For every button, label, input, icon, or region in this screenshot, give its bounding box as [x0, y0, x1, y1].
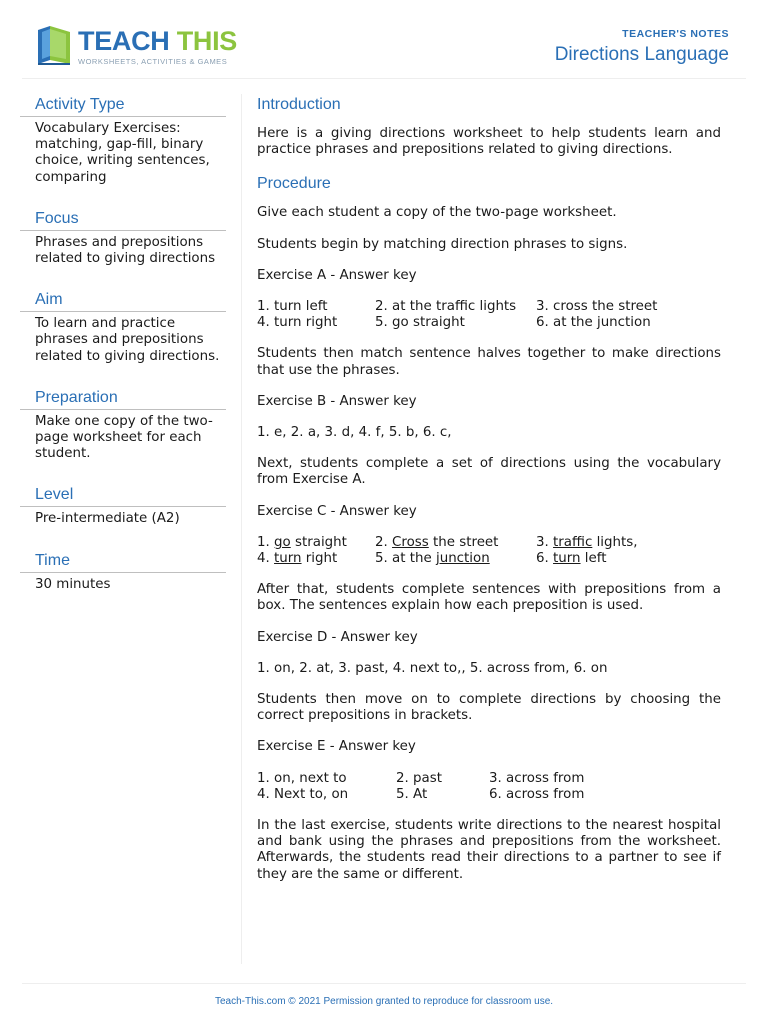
sidebar-heading: Aim — [20, 289, 226, 312]
answer-suffix: right — [301, 551, 338, 567]
answer-underlined: go — [274, 534, 291, 550]
answer-item — [536, 535, 638, 551]
answer-underlined: turn — [553, 551, 581, 567]
answer-item: 1. turn left — [257, 299, 328, 315]
sidebar-heading: Preparation — [20, 387, 226, 410]
answer-prefix: 5. at the — [375, 551, 436, 567]
answer-underlined: traffic — [553, 534, 593, 550]
answer-item: 3. cross the street — [536, 299, 658, 315]
sidebar-body: 30 minutes — [35, 576, 111, 592]
answer-item — [257, 535, 375, 551]
exercise-e-label: Exercise E - Answer key — [257, 739, 416, 755]
sidebar-body: Phrases and prepositions related to giving directions — [35, 234, 216, 267]
sidebar-heading: Activity Type — [20, 94, 226, 117]
answer-item — [375, 535, 536, 551]
answer-underlined: junction — [435, 551, 490, 567]
procedure-paragraph: In the last exercise, students write directions to the nearest hospital and bank using the phrases and prepositions from the worksheet. Afterwards, the students read their directions to a partner to see if they are the same or different. — [257, 818, 721, 882]
answer-prefix: 4. — [257, 551, 275, 567]
answer-item: 6. at the junction — [536, 315, 651, 331]
book-icon — [36, 24, 74, 66]
teachers-notes-label: TEACHER'S NOTES — [622, 28, 729, 40]
exercise-a-label: Exercise A - Answer key — [257, 267, 417, 283]
column-divider — [241, 94, 242, 964]
answer-suffix: left — [580, 551, 607, 567]
exercise-d-label: Exercise D - Answer key — [257, 629, 418, 645]
procedure-paragraph: Students then move on to complete directions by choosing the correct prepositions in brackets. — [257, 692, 721, 724]
logo-wordmark — [78, 26, 237, 56]
exercise-c-answers — [257, 535, 721, 567]
answer-underlined: Cross — [392, 534, 429, 550]
sidebar — [20, 94, 226, 615]
procedure-paragraph: After that, students complete sentences with prepositions from a box. The sentences explain how each preposition is used. — [257, 582, 721, 614]
answer-prefix: 1. — [257, 534, 275, 550]
answer-row — [257, 299, 721, 315]
page-header — [0, 0, 768, 78]
introduction-text: Here is a giving directions worksheet to help students learn and practice phrases and prepositions related to giving directions. — [257, 126, 721, 158]
sidebar-body: Make one copy of the two-page worksheet for each student. — [35, 413, 213, 462]
answer-row — [257, 771, 721, 787]
answer-item — [375, 551, 536, 567]
sidebar-aim — [20, 289, 226, 365]
answer-item — [536, 551, 607, 567]
main-content — [257, 94, 721, 898]
exercise-a-answers — [257, 299, 721, 331]
answer-item: 5. go straight — [375, 315, 465, 331]
sidebar-body: Pre-intermediate (A2) — [35, 511, 180, 527]
logo-teach: TEACH — [78, 26, 170, 56]
answer-suffix: lights, — [592, 534, 638, 550]
answer-row — [257, 315, 721, 331]
answer-item: 6. across from — [489, 786, 585, 802]
sidebar-heading: Time — [20, 550, 226, 573]
sidebar-time — [20, 550, 226, 593]
sidebar-level — [20, 484, 226, 527]
page-title: Directions Language — [554, 44, 729, 65]
logo-this: THIS — [176, 26, 238, 56]
footer-copyright[interactable]: Teach-This.com © 2021 Permission granted to reproduce for classroom use. — [214, 996, 554, 1007]
procedure-paragraph: Next, students complete a set of directions using the vocabulary from Exercise A. — [257, 456, 721, 488]
answer-item: 5. At — [396, 786, 428, 802]
sidebar-focus — [20, 208, 226, 267]
procedure-heading: Procedure — [257, 175, 331, 193]
answer-prefix: 3. — [536, 534, 554, 550]
introduction-heading: Introduction — [257, 96, 341, 113]
header-divider — [22, 78, 746, 79]
sidebar-heading: Level — [20, 484, 226, 507]
sidebar-body: To learn and practice phrases and prepositions related to giving directions. — [35, 316, 220, 364]
sidebar-heading: Focus — [20, 208, 226, 231]
exercise-e-answers — [257, 771, 721, 803]
sidebar-body: Vocabulary Exercises: matching, gap-fill, binary choice, writing sentences, comparing — [35, 121, 210, 185]
answer-prefix: 2. — [375, 534, 393, 550]
answer-item: 4. turn right — [257, 315, 338, 331]
sidebar-activity-type — [20, 94, 226, 186]
footer-divider — [22, 983, 746, 984]
answer-suffix: the street — [428, 534, 499, 550]
exercise-b-label: Exercise B - Answer key — [257, 393, 417, 409]
answer-item — [257, 551, 375, 567]
answer-item: 2. at the traffic lights — [375, 299, 517, 315]
exercise-b-answers: 1. e, 2. a, 3. d, 4. f, 5. b, 6. c, — [257, 425, 452, 441]
answer-item: 4. Next to, on — [257, 786, 349, 802]
answer-prefix: 6. — [536, 551, 554, 567]
answer-row — [257, 787, 721, 803]
answer-item: 2. past — [396, 770, 442, 786]
answer-item: 3. across from — [489, 770, 585, 786]
answer-suffix: straight — [290, 534, 347, 550]
answer-row — [257, 551, 721, 567]
answer-item: 1. on, next to — [257, 770, 347, 786]
teach-this-logo[interactable] — [36, 22, 236, 70]
sidebar-preparation — [20, 387, 226, 463]
exercise-d-answers: 1. on, 2. at, 3. past, 4. next to,, 5. across from, 6. on — [257, 660, 608, 676]
procedure-paragraph: Give each student a copy of the two-page worksheet. — [257, 205, 617, 221]
answer-row — [257, 535, 721, 551]
procedure-paragraph: Students then match sentence halves together to make directions that use the phrases. — [257, 346, 721, 378]
procedure-paragraph: Students begin by matching direction phrases to signs. — [257, 236, 628, 252]
exercise-c-label: Exercise C - Answer key — [257, 503, 417, 519]
logo-tagline: WORKSHEETS, ACTIVITIES & GAMES — [78, 57, 228, 66]
answer-underlined: turn — [274, 551, 302, 567]
